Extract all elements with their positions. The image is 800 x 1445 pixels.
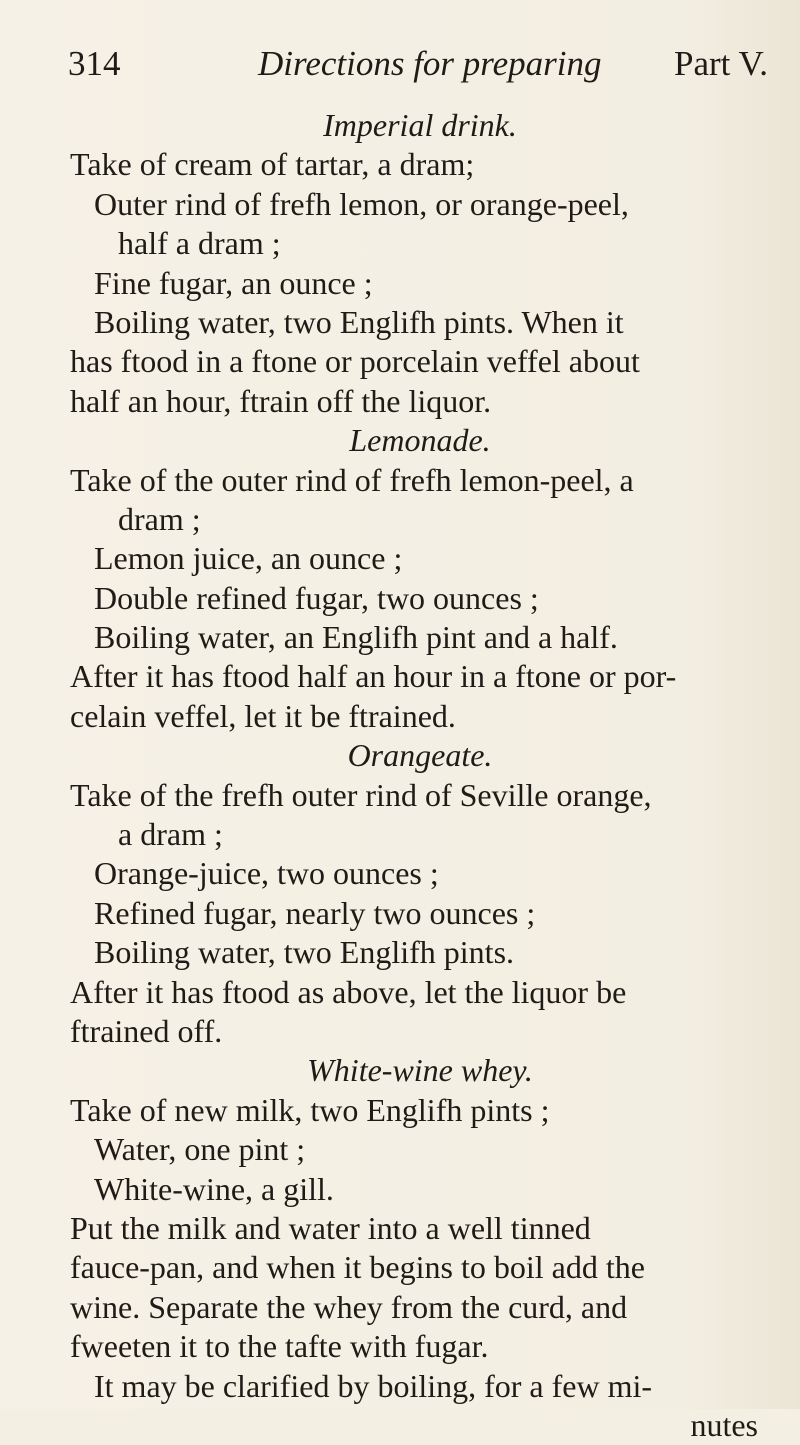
catchword: nutes bbox=[690, 1406, 758, 1443]
text-line: After it has ftood half an hour in a ftone or por- bbox=[70, 658, 677, 695]
recipe-title: Lemonade. bbox=[349, 422, 491, 459]
text-line: White-wine, a gill. bbox=[94, 1170, 334, 1207]
text-line: Lemon juice, an ounce ; bbox=[94, 540, 403, 577]
text-line: Orange-juice, two ounces ; bbox=[94, 855, 439, 892]
text-line: Water, one pint ; bbox=[94, 1131, 306, 1168]
page-body bbox=[70, 106, 770, 1445]
text-line: half a dram ; bbox=[118, 225, 281, 262]
text-line: a dram ; bbox=[118, 816, 223, 853]
text-line: half an hour, ftrain off the liquor. bbox=[70, 382, 492, 419]
text-line: Fine fugar, an ounce ; bbox=[94, 264, 373, 301]
text-line: fauce-pan, and when it begins to boil add the bbox=[70, 1249, 645, 1286]
text-line: Double refined fugar, two ounces ; bbox=[94, 579, 539, 616]
text-line: ftrained off. bbox=[70, 1012, 223, 1049]
text-line: fweeten it to the tafte with fugar. bbox=[70, 1328, 489, 1365]
text-line: Put the milk and water into a well tinned bbox=[70, 1209, 591, 1246]
running-title: Directions for preparing bbox=[258, 44, 602, 83]
recipe-title: Orangeate. bbox=[347, 737, 493, 774]
text-line: Outer rind of frefh lemon, or orange-peel, bbox=[94, 185, 629, 222]
text-line: Boiling water, two Englifh pints. bbox=[94, 934, 515, 971]
part-label: Part V. bbox=[673, 44, 768, 83]
text-line: dram ; bbox=[118, 500, 201, 537]
text-line: After it has ftood as above, let the liquor be bbox=[70, 973, 627, 1010]
text-line: wine. Separate the whey from the curd, and bbox=[70, 1288, 628, 1325]
text-line: has ftood in a ftone or porcelain veffel about bbox=[70, 343, 640, 380]
text-line: Take of new milk, two Englifh pints ; bbox=[70, 1091, 550, 1128]
text-line: Take of the frefh outer rind of Seville orange, bbox=[70, 776, 652, 813]
text-line: Boiling water, an Englifh pint and a half. bbox=[94, 619, 618, 656]
text-line: Take of the outer rind of frefh lemon-peel, a bbox=[70, 461, 634, 498]
text-line: Take of cream of tartar, a dram; bbox=[70, 146, 475, 183]
recipe-title: Imperial drink. bbox=[323, 107, 517, 143]
text-line: Boiling water, two Englifh pints. When it bbox=[94, 303, 624, 340]
page-number: 314 bbox=[68, 44, 121, 83]
text-line: It may be clarified by boiling, for a few mi- bbox=[94, 1367, 653, 1404]
running-header bbox=[68, 44, 768, 94]
recipe-title: White-wine whey. bbox=[307, 1052, 533, 1089]
text-line: Refined fugar, nearly two ounces ; bbox=[94, 894, 536, 931]
text-line: celain veffel, let it be ftrained. bbox=[70, 697, 456, 734]
